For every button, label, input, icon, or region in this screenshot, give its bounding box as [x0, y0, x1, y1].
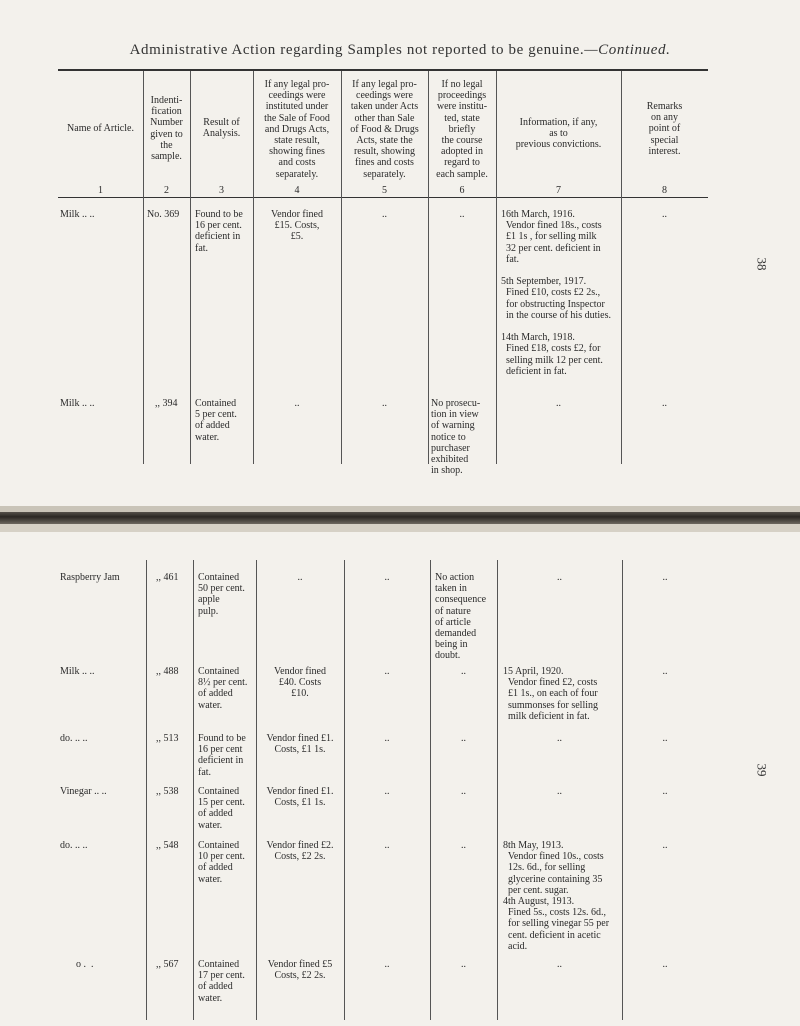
row-info: .. [556, 398, 561, 409]
header-no-proceedings: If no legal proceedings were institu- ted, state briefly the course adopted in regard to each sample. [436, 79, 488, 180]
row-other: .. [384, 786, 390, 797]
row-ident: ,, 567 [156, 959, 179, 970]
header-sfd-proceedings: If any legal pro- ceedings were instituted under the Sale of Food and Drugs Acts, state result, showing fines and costs separately. [264, 79, 330, 180]
row-noproc: .. [461, 786, 466, 797]
col-number: 6 [459, 185, 465, 196]
col-number: 8 [662, 185, 667, 196]
row-sfd: Vendor fined £5 Costs, £2 2s. [267, 959, 333, 982]
header-result: Result of Analysis. [202, 117, 241, 140]
col-number: 7 [556, 185, 561, 196]
row-remarks: .. [662, 209, 667, 220]
row-article: Milk .. .. [60, 398, 95, 409]
row-remarks: .. [662, 959, 668, 970]
row-result: Contained 10 per cent. of added water. [198, 840, 245, 885]
row-info: 8th May, 1913. Vendor fined 10s., costs 12s. 6d., for selling glycerine containing 35 per cent. sugar. 4th August, 1913. Fined 5s., costs 12s. 6d., for selling vinegar 55 per cent. deficient in acetic acid. [503, 840, 610, 952]
row-remarks: .. [662, 840, 668, 851]
row-noproc: .. [461, 733, 466, 744]
row-result: Found to be 16 per cent deficient in fat. [198, 733, 246, 778]
row-noproc: No prosecu- tion in view of warning notice to purchaser exhibited in shop. [431, 398, 481, 477]
col-number: 3 [219, 185, 224, 196]
row-noproc: .. [461, 959, 466, 970]
row-noproc: No action taken in consequence of nature of article demanded being in doubt. [435, 572, 487, 662]
row-result: Contained 5 per cent. of added water. [195, 398, 237, 443]
col-number: 5 [382, 185, 387, 196]
row-sfd: Vendor fined £2. Costs, £2 2s. [266, 840, 334, 863]
col-divider [146, 560, 147, 1020]
page-title: Administrative Action regarding Samples not reported to be genuine.—Continued. [129, 42, 671, 58]
row-sfd: .. [294, 398, 300, 409]
header-name-of-article: Name of Article. [67, 123, 134, 134]
row-article: do. .. .. [60, 840, 88, 851]
col-number: 4 [294, 185, 300, 196]
row-info: .. [557, 733, 562, 744]
row-remarks: .. [662, 733, 668, 744]
row-info: .. [557, 572, 562, 583]
col-number: 1 [98, 185, 103, 196]
row-article: Milk .. .. [60, 666, 95, 677]
row-info: 15 April, 1920. Vendor fined £2, costs £1 1s., on each of four summonses for selling milk deficient in fat. [503, 666, 598, 722]
row-info: .. [557, 959, 562, 970]
row-article: o . . [76, 959, 94, 970]
row-article: Vinegar .. .. [60, 786, 107, 797]
row-result: Contained 15 per cent. of added water. [198, 786, 245, 831]
row-other: .. [384, 733, 390, 744]
row-remarks: .. [662, 572, 668, 583]
page-divider-band [0, 512, 800, 524]
row-article: Raspberry Jam [60, 572, 120, 583]
row-result: Contained 50 per cent. apple pulp. [198, 572, 245, 617]
page-number: 38 [754, 257, 770, 271]
row-ident: ,, 548 [156, 840, 179, 851]
row-result: Found to be 16 per cent. deficient in fat. [195, 209, 243, 254]
row-ident: ,, 538 [156, 786, 179, 797]
row-result: Contained 17 per cent. of added water. [198, 959, 245, 1004]
row-remarks: .. [662, 786, 668, 797]
row-noproc: .. [461, 666, 466, 677]
row-noproc: .. [461, 840, 466, 851]
row-other: .. [384, 666, 390, 677]
row-other: .. [382, 209, 387, 220]
row-ident: ,, 513 [156, 733, 179, 744]
row-remarks: .. [662, 398, 667, 409]
header-other-proceedings: If any legal pro- ceedings were taken under Acts other than Sale of Food & Drugs Acts, state the result, showing fines and costs separately. [350, 79, 419, 180]
row-sfd: .. [297, 572, 303, 583]
row-remarks: .. [662, 666, 668, 677]
row-article: Milk .. .. [60, 209, 95, 220]
row-info: 16th March, 1916. Vendor fined 18s., costs £1 1s , for selling milk 32 per cent. deficient in fat. 5th September, 1917. Fined £10, costs £2 2s., for obstructing Inspector in the course of his duties. 14th March, 1918. Fined £18, costs £2, for selling milk 12 per cent. deficient in fat. [501, 209, 611, 377]
row-sfd: Vendor fined £40. Costs £10. [274, 666, 326, 700]
row-other: .. [384, 840, 390, 851]
header-previous-convictions: Information, if any, as to previous convictions. [515, 117, 602, 151]
row-article: do. .. .. [60, 733, 88, 744]
row-sfd: Vendor fined £15. Costs, £5. [271, 209, 323, 243]
row-ident: ,, 394 [155, 398, 178, 409]
row-other: .. [382, 398, 387, 409]
col-divider [193, 560, 194, 1020]
row-sfd: Vendor fined £1. Costs, £1 1s. [266, 786, 334, 809]
header-remarks: Remarks on any point of special interest. [646, 101, 683, 157]
row-ident: ,, 488 [156, 666, 179, 677]
page-gap [0, 524, 800, 532]
row-sfd: Vendor fined £1. Costs, £1 1s. [266, 733, 334, 756]
row-ident: No. 369 [147, 209, 180, 220]
row-result: Contained 8½ per cent. of added water. [198, 666, 248, 711]
row-info: .. [557, 786, 562, 797]
row-ident: ,, 461 [156, 572, 179, 583]
header-identification: Indenti- fication Number given to the sample. [150, 95, 183, 163]
top-rule [58, 69, 708, 71]
page-number: 39 [754, 763, 770, 777]
col-number: 2 [164, 185, 169, 196]
header-rule [58, 197, 708, 198]
row-other: .. [384, 959, 390, 970]
row-other: .. [384, 572, 390, 583]
row-noproc: .. [459, 209, 465, 220]
